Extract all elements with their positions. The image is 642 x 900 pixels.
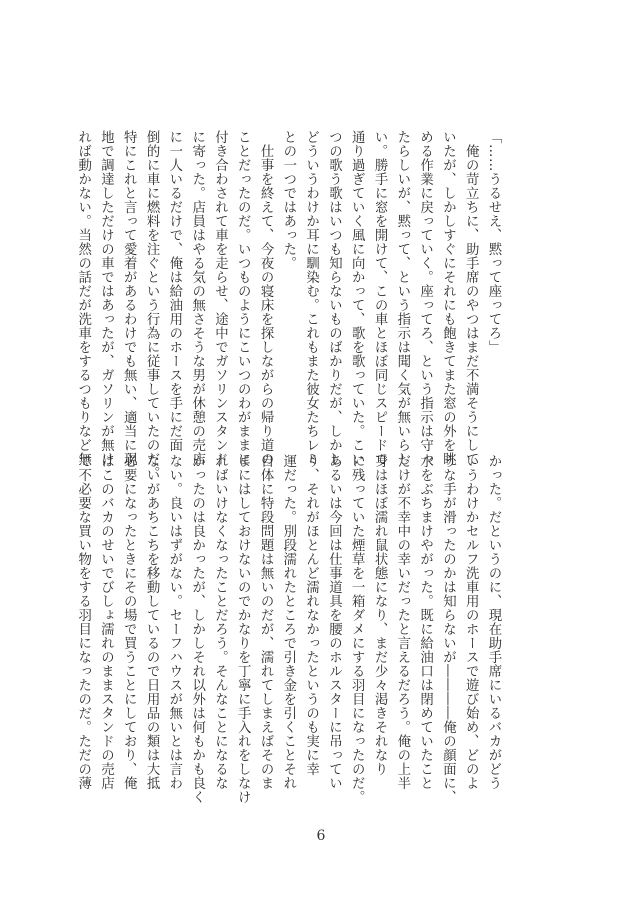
text-block-bottom [75, 454, 504, 804]
text-line: 必要になったときにその場で買うことにしており、俺 [121, 454, 137, 790]
text-line: ない。良いはずがない。セーフハウスが無いとは言わ [166, 454, 182, 790]
text-line: ないがあちこちを移動しているので日用品の類は大抵 [144, 454, 160, 790]
page-number: 6 [316, 828, 326, 844]
text-line: に寄った。店員はやる気の無さそうな男が休憩の売店 [189, 130, 205, 466]
text-line: だけが不幸中の幸いだったと言えるだろう。俺の上半 [394, 454, 410, 790]
text-line: 仕事を終えて、今夜の寝床を探しながらの帰り道の [258, 130, 274, 466]
text-line: ればいけなくなったことだろう。そんなことになるな [212, 454, 228, 790]
text-line: で不必要な買い物をする羽目になったのだ。ただの薄 [75, 454, 91, 790]
text-line: はこのバカのせいでびしょ濡れのままスタンドの売店 [98, 454, 114, 790]
text-line: との一つではあった。 [280, 130, 296, 270]
text-line: 運だった。別段濡れたところで引き金を引くことそれ [280, 454, 296, 790]
text-line: 身はほぼ濡れ鼠状態になり、まだ少々渇きそれなり [372, 454, 388, 776]
text-line: 地で調達しただけの車ではあったが、ガソリンが無け [98, 130, 114, 466]
text-line: まにはしておけないのでかなりを丁寧に手入れをしなけ [235, 454, 251, 804]
text-line: り、それがほとんど濡れなかったというのも実に幸 [303, 454, 319, 776]
text-line: いたが、しかしすぐにそれにも飽きてまた窓の外を眺 [440, 130, 456, 466]
text-line: どういうわけか耳に馴染む。これもまた彼女たちレミ [303, 130, 319, 466]
text-block-top [75, 130, 504, 480]
text-line: 「……うるせえ、黙って座ってろ」 [486, 130, 501, 354]
text-line: 俺の苛立ちに、助手席のやつはまだ不満そうにして [463, 130, 479, 466]
text-line: い。勝手に窓を開けて、この車とほぼ同じスピードで [372, 130, 388, 466]
text-line: れば動かない。当然の話だが洗車をするつもりなど無 [75, 130, 91, 466]
text-line: かったのは良かったが、しかしそれ以外は何もかも良く [189, 454, 205, 804]
text-line: うな手が滑ったのかは知らないが――――俺の顔面に、 [440, 454, 456, 804]
text-line: いうわけかセルフ洗車用のホースで遊び始め、どのよ [463, 454, 479, 790]
text-line: 自体に特段問題は無いのだが、濡れてしまえばそのま [258, 454, 274, 790]
text-line: める作業に戻っていく。座ってろ、という指示は守っ [417, 130, 433, 466]
text-line: に残っていた煙草を一箱ダメにする羽目になったのだ。 [349, 454, 365, 804]
text-line: 倒的に車に燃料を注ぐという行為に従事していたのだ。 [144, 130, 160, 480]
text-line: 特にこれと言って愛着があるわけでも無い、適当に現 [121, 130, 137, 466]
text-line: 付き合わされて車を走らせ、途中でガソリンスタンド [212, 130, 228, 466]
text-line: に一人いるだけで、俺は給油用のホースを手にだ面 [166, 130, 182, 452]
text-line: たらしいが、黙って、という指示は聞く気が無いらし [394, 130, 410, 466]
text-line: つの歌う歌はいつも知らないものばかりだが、しかし [326, 130, 342, 466]
text-line: 通り過ぎていく風に向かって、歌を歌っていた。こい [349, 130, 365, 466]
text-line: 水をぶちまけやがった。既に給油口は閉めていたこと [417, 454, 433, 790]
text-line: ことだったのだ。いつものようにこいつのわがままに [235, 130, 251, 466]
text-line: あるいは今回は仕事道具を腰のホルスターに吊ってい [326, 454, 342, 790]
text-line: かった。だというのに、現在助手席にいるバカがどう [486, 454, 501, 790]
